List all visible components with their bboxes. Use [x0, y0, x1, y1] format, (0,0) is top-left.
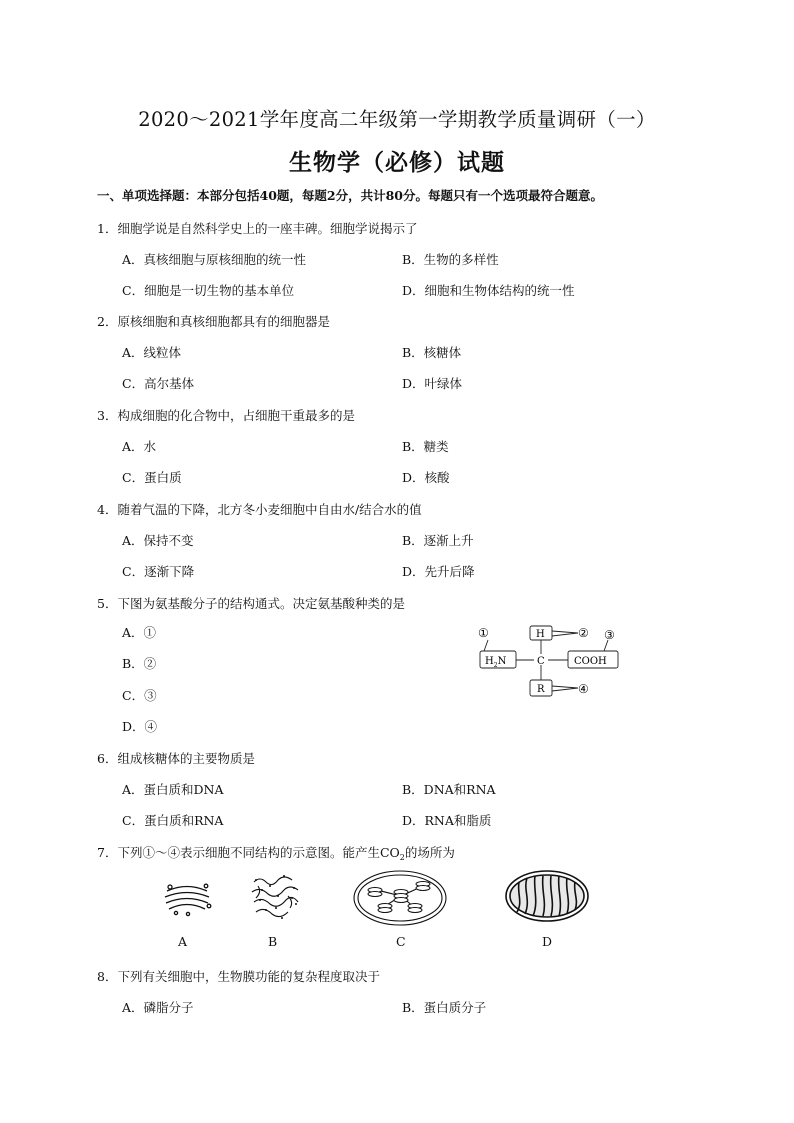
question-4-option-d: D．先升后降: [402, 564, 475, 579]
carboxyl-group-label: COOH: [574, 656, 607, 667]
exam-title: 2020～2021学年度高二年级第一学期教学质量调研（一）: [138, 108, 656, 131]
question-5-option-d: D．④: [122, 719, 158, 734]
question-1-option-c: C．细胞是一切生物的基本单位: [122, 283, 295, 298]
figure-label-d: D: [542, 934, 553, 949]
question-1-stem: 1．细胞学说是自然科学史上的一座丰碑。细胞学说揭示了: [97, 221, 418, 236]
question-5-option-a: A．①: [122, 625, 157, 640]
section-heading: 一、单项选择题：本部分包括40题，每题2分，共计80分。每题只有一个选项最符合题意。: [97, 188, 603, 203]
question-4-option-c: C．逐渐下降: [122, 564, 195, 579]
marker-3: ③: [604, 628, 615, 642]
question-3-option-b: B．糖类: [402, 439, 449, 454]
marker-2: ②: [578, 626, 589, 640]
mitochondrion-figure: [503, 868, 591, 924]
question-3-option-d: D．核酸: [402, 470, 450, 485]
question-8-stem: 8．下列有关细胞中，生物膜功能的复杂程度取决于: [97, 969, 380, 984]
question-6-option-b: B．DNA和RNA: [402, 782, 496, 797]
question-4-option-b: B．逐渐上升: [402, 533, 474, 548]
amino-group-label: $H_2N$: [485, 656, 507, 669]
question-5-option-c: C．③: [122, 688, 157, 703]
golgi-apparatus-figure: [162, 878, 212, 918]
figure-label-a: A: [178, 934, 188, 949]
question-4-stem: 4．随着气温的下降，北方冬小麦细胞中自由水/结合水的值: [97, 502, 422, 517]
question-6-option-a: A．蛋白质和DNA: [122, 782, 224, 797]
question-2-option-d: D．叶绿体: [402, 376, 463, 391]
question-7-stem: 7．下列①～④表示细胞不同结构的示意图。能产生$CO_2$的场所为: [97, 845, 455, 862]
question-1-option-a: A．真核细胞与原核细胞的统一性: [122, 252, 307, 267]
central-carbon-label: C: [537, 656, 545, 667]
figure-label-b: B: [268, 934, 278, 949]
question-1-option-d: D．细胞和生物体结构的统一性: [402, 283, 575, 298]
chloroplast-figure: [351, 868, 449, 928]
question-3-stem: 3．构成细胞的化合物中，占细胞干重最多的是: [97, 408, 355, 423]
question-2-stem: 2．原核细胞和真核细胞都具有的细胞器是: [97, 314, 330, 329]
question-2-option-b: B．核糖体: [402, 345, 462, 360]
amino-acid-structure-figure: [470, 620, 630, 706]
question-2-option-a: A．线粒体: [122, 345, 182, 360]
question-6-option-d: D．RNA和脂质: [402, 813, 492, 828]
exam-subtitle: 生物学（必修）试题: [289, 149, 505, 176]
question-5-stem: 5．下图为氨基酸分子的结构通式。决定氨基酸种类的是: [97, 596, 405, 611]
question-2-option-c: C．高尔基体: [122, 376, 195, 391]
h-atom-label: H: [536, 629, 545, 640]
marker-1: ①: [478, 626, 489, 640]
figure-label-c: C: [396, 934, 406, 949]
question-1-option-b: B．生物的多样性: [402, 252, 499, 267]
question-4-option-a: A．保持不变: [122, 533, 194, 548]
question-8-option-b: B．蛋白质分子: [402, 1000, 487, 1015]
question-6-option-c: C．蛋白质和RNA: [122, 813, 224, 828]
question-3-option-c: C．蛋白质: [122, 470, 182, 485]
question-5-option-b: B．②: [122, 656, 157, 671]
marker-4: ④: [578, 682, 589, 696]
endoplasmic-reticulum-figure: [248, 872, 302, 924]
question-8-option-a: A．磷脂分子: [122, 1000, 194, 1015]
question-6-stem: 6．组成核糖体的主要物质是: [97, 751, 255, 766]
r-group-label: R: [537, 684, 545, 695]
question-3-option-a: A．水: [122, 439, 157, 454]
